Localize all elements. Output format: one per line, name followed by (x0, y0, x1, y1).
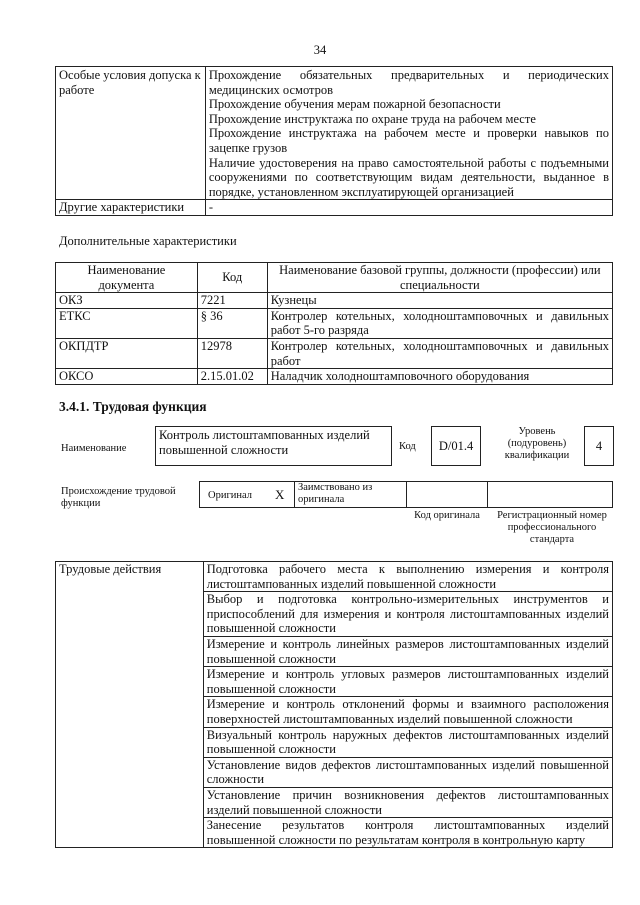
labor-action-item: Занесение результатов контроля листоштампованных изделий повышенной сложности по результатам контроля в контрольную карту (203, 818, 612, 848)
other-characteristics-value: - (205, 200, 612, 216)
additional-characteristics-table (55, 262, 613, 385)
table-row (56, 369, 613, 385)
cell-name: Контролер котельных, холодноштамповочных и давильных работ 5-го разряда (267, 308, 612, 338)
divider (294, 481, 295, 508)
level-box (584, 426, 614, 466)
cell-document: ОКПДТР (56, 338, 198, 368)
code-label: Код (399, 441, 416, 452)
additional-characteristics-heading: Дополнительные характеристики (59, 234, 237, 248)
page-number: 34 (313, 43, 327, 57)
labor-action-item: Измерение и контроль отклонений формы и взаимного расположения поверхностей листоштампованных изделий повышенной сложности (203, 697, 612, 727)
code-value: D/01.4 (438, 439, 474, 453)
section-title: 3.4.1. Трудовая функция (59, 399, 207, 414)
labor-action-item: Установление видов дефектов листоштампованных изделий повышенной сложности (203, 757, 612, 787)
cell-document: ОКСО (56, 369, 198, 385)
admission-conditions-table (55, 66, 613, 216)
labor-action-item: Подготовка рабочего места к выполнению измерения и контроля листоштампованных изделий повышенной сложности (203, 562, 612, 592)
table-header-row (56, 263, 613, 293)
condition-line: Прохождение обучения мерам пожарной безопасности (208, 97, 501, 112)
cell-code: 12978 (197, 338, 267, 368)
condition-line: Прохождение инструктажа на рабочем месте и проверки навыков по зацепке грузов (208, 126, 609, 155)
origin-label: Происхождение трудовой функции (61, 486, 176, 509)
labor-actions-table (55, 561, 613, 848)
table-row (56, 562, 613, 592)
original-label: Оригинал (208, 490, 252, 501)
table-row (56, 293, 613, 309)
name-label: Наименование (61, 443, 127, 454)
table-row (56, 67, 613, 200)
labor-action-item: Измерение и контроль линейных размеров листоштампованных изделий повышенной сложности (203, 636, 612, 666)
function-name-value: Контроль листоштампованных изделий повышенной сложности (159, 428, 370, 457)
condition-line: Наличие удостоверения на право самостоятельной работы с подъемными сооружениями по соответствующим видам деятельности, выданное в порядке, установленном эксплуатирующей организацией (208, 155, 609, 199)
borrowed-label: Заимствовано из оригинала (298, 482, 373, 505)
header-group-name: Наименование базовой группы, должности (профессии) или специальности (267, 263, 612, 293)
header-document: Наименование документа (56, 263, 198, 293)
cell-code: § 36 (197, 308, 267, 338)
special-conditions-value (205, 67, 612, 200)
labor-action-item: Визуальный контроль наружных дефектов листоштампованных изделий повышенной сложности (203, 727, 612, 757)
table-row (56, 338, 613, 368)
function-name-box (155, 426, 392, 466)
divider (487, 481, 488, 508)
level-label: Уровень (подуровень) квалификации (504, 426, 570, 461)
header-code: Код (197, 263, 267, 293)
cell-document: ЕТКС (56, 308, 198, 338)
table-row (56, 200, 613, 216)
labor-action-item: Измерение и контроль угловых размеров листоштампованных изделий повышенной сложности (203, 667, 612, 697)
condition-line: Прохождение обязательных предварительных и периодических медицинских осмотров (208, 68, 609, 97)
cell-name: Контролер котельных, холодноштамповочных и давильных работ (267, 338, 612, 368)
cell-name: Кузнецы (267, 293, 612, 309)
condition-line: Прохождение инструктажа по охране труда на рабочем месте (208, 111, 536, 126)
labor-action-item: Выбор и подготовка контрольно-измерительных инструментов и приспособлений для измерения и контроля листоштампованных изделий повышенной сложности (203, 592, 612, 637)
cell-name: Наладчик холодноштамповочного оборудования (267, 369, 612, 385)
divider (406, 481, 407, 508)
level-value: 4 (595, 439, 603, 453)
table-row (56, 308, 613, 338)
cell-code: 2.15.01.02 (197, 369, 267, 385)
special-conditions-label: Особые условия допуска к работе (56, 67, 206, 200)
cell-code: 7221 (197, 293, 267, 309)
cell-document: ОКЗ (56, 293, 198, 309)
code-original-caption: Код оригинала (414, 510, 480, 521)
reg-number-caption: Регистрационный номер профессионального стандарта (497, 510, 607, 545)
code-box (431, 426, 481, 466)
labor-action-item: Установление причин возникновения дефектов листоштампованных изделий повышенной сложности (203, 787, 612, 817)
original-mark: X (275, 487, 285, 502)
labor-actions-label: Трудовые действия (56, 562, 204, 848)
other-characteristics-label: Другие характеристики (56, 200, 206, 216)
